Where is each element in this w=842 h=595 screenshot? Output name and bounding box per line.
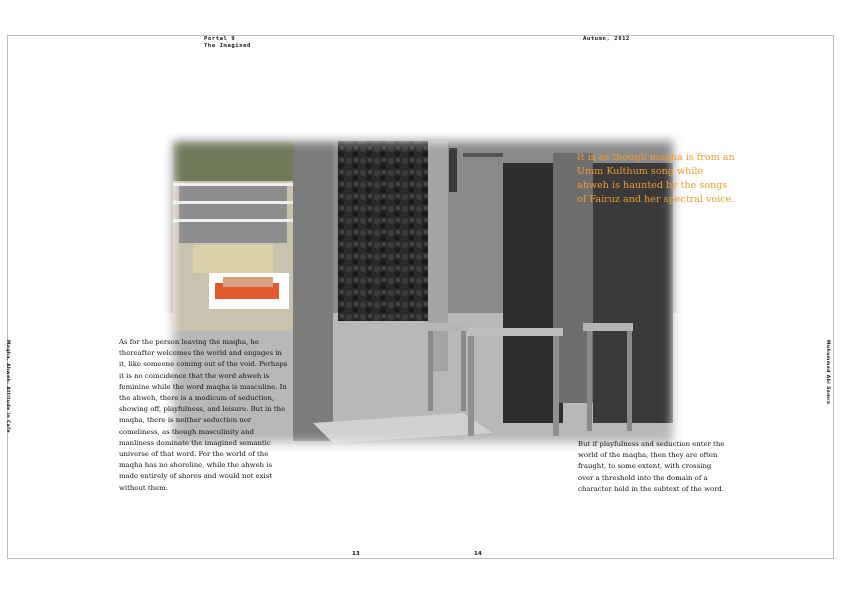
pull-quote: It is as though maqha is from an Umm Kulthum song while ahweh is haunted by the songs of Fairuz and her spectral voice. [577,152,735,205]
page-number-left: 13 [352,551,360,557]
page-number-right: 14 [474,551,482,557]
side-label-left: Maqha, Ahweh: Attitude in Cafe [5,340,10,433]
side-label-right: Muhammad Abi Samra [825,340,830,405]
header-left [204,36,251,50]
left-paragraph: As for the person leaving the maqha, he thereafter welcomes the world and engages in it, like someone coming out of the void. Perhaps it is no coincidence that the word ahweh is feminine while the word maqha is masculine. In the ahweh, there is a modicum of seduction, showing off, playfulness, and leisure. But in the maqha, there is neither seduction nor comeliness, as though masculinity and manliness dominate the imagined semantic universe of that word. For the world of the maqha has no shoreline, while the ahweh is made entirely of shores and would not exist without them. [119,338,288,492]
journal-name: Portal 9 [204,36,236,42]
right-paragraph: But if playfulness and seduction enter the world of the maqha, then they are often fraught, to some extent, with crossing over a threshold into the domain of a character held in the subtext of the word. [578,440,725,493]
header-season: Autumn, 2012 [583,36,630,42]
issue-title: The Imagined [204,43,251,49]
